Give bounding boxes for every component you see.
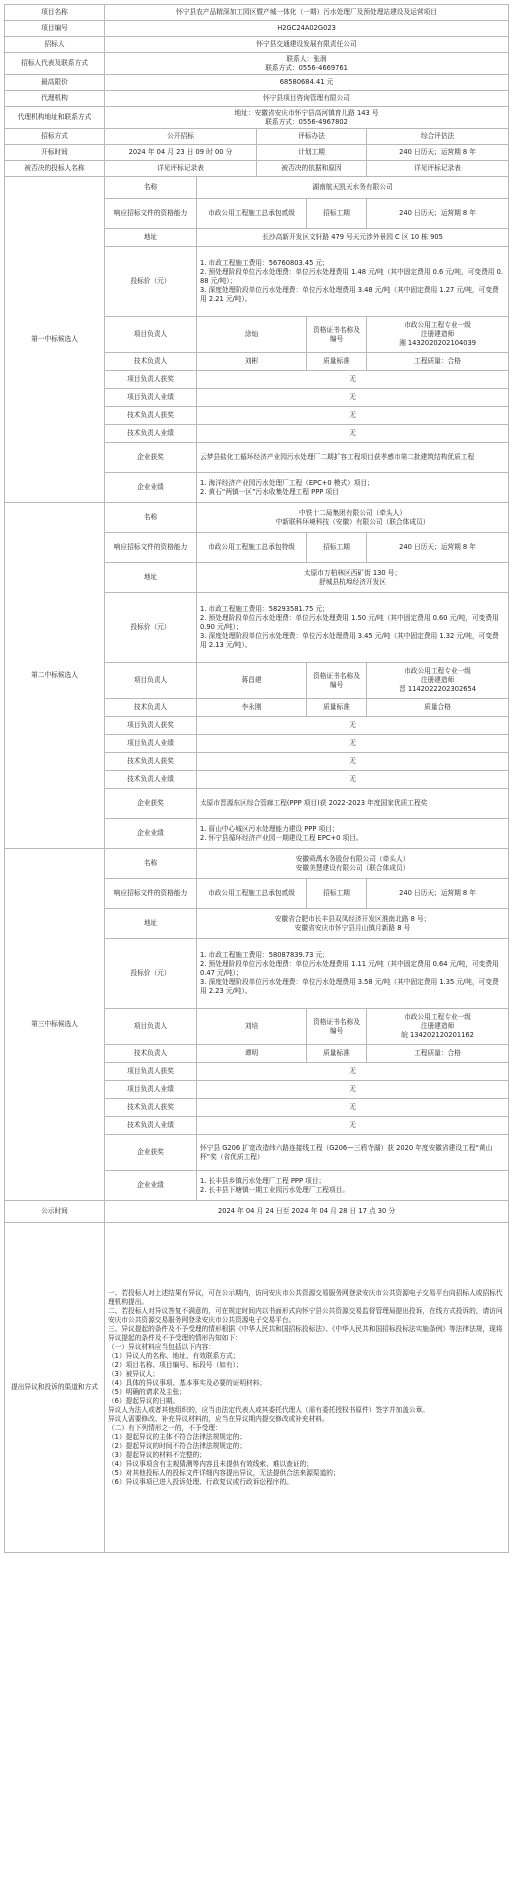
bid-result-table xyxy=(4,4,509,1553)
cert-line: 注册建造师 xyxy=(420,676,455,684)
candidate-label: 第一中标候选人 xyxy=(5,177,105,503)
bid-price-line: 2. 预处理阶段单位污水处理费：单位污水处理费用 1.48 元/吨（其中固定费用 0.6 元/吨，可变费用 0.88 元/吨）； xyxy=(200,268,503,285)
objection-line: 一、若投标人对上述结果有异议，可在公示期内，访问安庆市公共资源交易服务网登录安庆市公共资源电子交易平台向招标人或招标代理机构提出。 xyxy=(108,1288,503,1306)
pm-performance-label: 项目负责人业绩 xyxy=(105,735,197,753)
tech-awards: 无 xyxy=(197,407,509,425)
address-line: 舒城县杭埠经济开发区 xyxy=(319,577,386,586)
candidate-period: 240 日历天；运营期 8 年 xyxy=(367,533,509,563)
company-performance-label: 企业业绩 xyxy=(105,1171,197,1201)
candidate-name-line: 安徽美慧建设有限公司（联合体成员） xyxy=(295,863,410,872)
bid-price-line: 1. 市政工程施工费用：58293581.75 元； xyxy=(200,605,329,613)
pm-label: 项目负责人 xyxy=(105,1009,197,1045)
max-price-label: 最高限价 xyxy=(5,75,105,91)
address xyxy=(197,563,509,593)
pm-awards: 无 xyxy=(197,717,509,735)
agency: 怀宁县项目咨询管理有限公司 xyxy=(105,91,509,107)
tech-label: 技术负责人 xyxy=(105,353,197,371)
tech-awards-label: 技术负责人获奖 xyxy=(105,753,197,771)
company-awards-label: 企业获奖 xyxy=(105,1135,197,1171)
cert xyxy=(367,1009,509,1045)
company-awards-label: 企业获奖 xyxy=(105,443,197,473)
bid-price-line: 3. 深度处理阶段单位污水处理费：单位污水处理费用 3.48 元/吨（其中固定费用 1.27 元/吨，可变费用 2.21 元/吨）。 xyxy=(200,286,499,303)
project-name-label: 项目名称 xyxy=(5,5,105,21)
cert-label: 资格证书名称及编号 xyxy=(307,663,367,699)
bid-price-line: 3. 深度处理阶段单位污水处理费：单位污水处理费用 3.58 元/吨（其中固定费用 1.35 元/吨，可变费用 2.23 元/吨）。 xyxy=(200,978,499,995)
method-label: 招标方式 xyxy=(5,129,105,145)
project-code: H2GC24A02G023 xyxy=(105,21,509,37)
cert-label: 资格证书名称及编号 xyxy=(307,317,367,353)
objection-line: （6）提起异议的日期。 xyxy=(108,1396,180,1405)
bid-price-line: 1. 市政工程施工费用：56760803.45 元； xyxy=(200,259,329,267)
publicity-label: 公示时间 xyxy=(5,1201,105,1223)
project-code-label: 项目编号 xyxy=(5,21,105,37)
company-performance xyxy=(197,819,509,849)
company-awards-line: 云梦县盐化工循环经济产业园污水处理厂二期扩容工程项目获孝感市第二批建筑结构优质工程 xyxy=(200,453,475,461)
bid-price-line: 2. 预处理阶段单位污水处理费：单位污水处理费用 1.50 元/吨（其中固定费用 0.60 元/吨，可变费用 0.90 元/吨）； xyxy=(200,614,499,631)
cert-line: 注册建造师 xyxy=(420,330,455,338)
pm-awards: 无 xyxy=(197,371,509,389)
company-performance-line: 2. 长丰县下塘镇一期工业园污水处理厂工程项目。 xyxy=(200,1185,349,1194)
address-label: 地址 xyxy=(105,229,197,247)
address-line: 安徽省安庆市怀宁县月山镇月新路 8 号 xyxy=(294,923,411,932)
candidate-name-line: 湖南航天凯天水务有限公司 xyxy=(312,183,393,191)
objection-line: 三、异议提起的条件及不予受理的情形根据《中华人民共和国招标投标法》、《中华人民共和国招标投标法实施条例》等法律法规，现将异议提起的条件及不予受理的情形告知如下： xyxy=(108,1324,503,1342)
agency-phone: 联系方式：0556-4967802 xyxy=(265,117,348,126)
tech-performance-label: 技术负责人业绩 xyxy=(105,771,197,789)
pm: 刘培 xyxy=(197,1009,307,1045)
company-awards xyxy=(197,789,509,819)
eval-method: 综合评估法 xyxy=(367,129,509,145)
rejected-label: 被否决的投标人名称 xyxy=(5,161,105,177)
candidate-name xyxy=(197,177,509,199)
objection-line: 异议人需要修改、补充异议材料的，应当在异议期内提交修改或补充材料。 xyxy=(108,1414,329,1423)
quality-label: 质量标准 xyxy=(307,353,367,371)
tenderer-contact-person: 联系人：张润 xyxy=(286,54,327,63)
objection-line: （二）有下列情形之一的，不予受理： xyxy=(108,1423,222,1432)
tech-performance: 无 xyxy=(197,1117,509,1135)
address-label: 地址 xyxy=(105,909,197,939)
tenderer: 怀宁县交通建设发展有限责任公司 xyxy=(105,37,509,53)
tech: 谭明 xyxy=(197,1045,307,1063)
bid-price xyxy=(197,247,509,317)
company-performance-line: 2. 黄石“两镇一区”污水收集处理工程 PPP 项目 xyxy=(200,487,339,496)
objection-line: 二、若投标人对异议答复不满意的，可在规定时间内以书面形式向怀宁县公共资源交易监督管理局提出投诉，在线方式投诉的，请访问安庆市公共资源交易服务网登录安庆市公共资源电子交易平台。 xyxy=(108,1306,503,1324)
objection-label: 提出异议和投诉的渠道和方式 xyxy=(5,1223,105,1553)
candidate-period: 240 日历天；运营期 8 年 xyxy=(367,879,509,909)
candidate-name-line: 安徽舜禹水务股份有限公司（牵头人） xyxy=(295,854,410,863)
cert-line: 皖 134202120201162 xyxy=(401,1031,474,1039)
name-label: 名称 xyxy=(105,503,197,533)
company-performance-label: 企业业绩 xyxy=(105,819,197,849)
qualification-label: 响应招标文件的资格能力 xyxy=(105,533,197,563)
objection-line: （3）提起异议的材料不完整的； xyxy=(108,1450,206,1459)
method: 公开招标 xyxy=(105,129,257,145)
tenderer-label: 招标人 xyxy=(5,37,105,53)
company-performance xyxy=(197,473,509,503)
pm-performance: 无 xyxy=(197,389,509,407)
objection-text xyxy=(105,1223,509,1553)
name-label: 名称 xyxy=(105,849,197,879)
tech-performance: 无 xyxy=(197,425,509,443)
objection-line: 异议人为法人或者其他组织的，应当由法定代表人或其委托代理人（需有委托授权书原件）签字并加盖公章。 xyxy=(108,1405,429,1414)
company-awards xyxy=(197,1135,509,1171)
bid-price-line: 3. 深度处理阶段单位污水处理费：单位污水处理费用 3.45 元/吨（其中固定费用 1.32 元/吨，可变费用 2.13 元/吨）。 xyxy=(200,632,499,649)
address xyxy=(197,229,509,247)
cert-line: 注册建造师 xyxy=(420,1022,455,1030)
company-performance-line: 1. 海洋经济产业园污水处理厂工程（EPC+0 模式）项目； xyxy=(200,478,374,487)
quality-label: 质量标准 xyxy=(307,699,367,717)
bid-price-label: 投标价（元） xyxy=(105,593,197,663)
pm-performance-label: 项目负责人业绩 xyxy=(105,389,197,407)
pm-awards-label: 项目负责人获奖 xyxy=(105,371,197,389)
pm-awards-label: 项目负责人获奖 xyxy=(105,1063,197,1081)
cert xyxy=(367,663,509,699)
address-label: 地址 xyxy=(105,563,197,593)
candidate-name xyxy=(197,503,509,533)
quality-label: 质量标准 xyxy=(307,1045,367,1063)
qualification: 市政公用工程施工总承包特级 xyxy=(197,533,307,563)
quality: 工程质量：合格 xyxy=(367,353,509,371)
open-time: 2024 年 04 月 23 日 09 时 00 分 xyxy=(105,145,257,161)
address-line: 安徽省合肥市长丰县双凤经济开发区淮南北路 8 号； xyxy=(274,914,431,923)
pm-label: 项目负责人 xyxy=(105,663,197,699)
agency-address: 地址：安徽省安庆市怀宁县高河镇育儿路 143 号 xyxy=(234,108,379,117)
objection-line: （5）明确的请求及主张； xyxy=(108,1387,186,1396)
candidate-name-line: 中铁十二局集团有限公司（牵头人） xyxy=(299,508,407,517)
publicity-time: 2024 年 04 月 24 日至 2024 年 04 月 28 日 17 点 30 分 xyxy=(105,1201,509,1223)
company-performance xyxy=(197,1171,509,1201)
objection-line: （3）被异议人； xyxy=(108,1369,160,1378)
cert-label: 资格证书名称及编号 xyxy=(307,1009,367,1045)
qualification-label: 响应招标文件的资格能力 xyxy=(105,879,197,909)
cert-line: 湘 1432020202104039 xyxy=(399,339,476,347)
objection-line: （2）项目名称、项目编号、标段号（如有）； xyxy=(108,1360,243,1369)
bid-price-line: 2. 预处理阶段单位污水处理费：单位污水处理费用 1.11 元/吨（其中固定费用 0.64 元/吨，可变费用 0.47 元/吨）； xyxy=(200,960,499,977)
company-performance-line: 2. 怀宁县循环经济产业园一期建设工程 EPC+0 项目。 xyxy=(200,833,363,842)
tenderer-contact-label: 招标人代表及联系方式 xyxy=(5,53,105,75)
cert-line: 晋 1142022202302654 xyxy=(399,685,476,693)
bid-price-label: 投标价（元） xyxy=(105,247,197,317)
tech-performance: 无 xyxy=(197,771,509,789)
max-price: 68580684.41 元 xyxy=(105,75,509,91)
rejected: 详见评标记录表 xyxy=(105,161,257,177)
company-performance-label: 企业业绩 xyxy=(105,473,197,503)
bid-price-line: 1. 市政工程施工费用：58087839.73 元； xyxy=(200,951,329,959)
company-awards-line: 太原市晋源东区综合管廊工程(PPP 项目)获 2022-2023 年度国家优质工程奖 xyxy=(200,799,428,807)
candidate-period: 240 日历天；运营期 8 年 xyxy=(367,199,509,229)
tech: 李永刚 xyxy=(197,699,307,717)
candidate-name xyxy=(197,849,509,879)
open-time-label: 开标时间 xyxy=(5,145,105,161)
tenderer-contact xyxy=(105,53,509,75)
tech-performance-label: 技术负责人业绩 xyxy=(105,1117,197,1135)
pm: 涂灿 xyxy=(197,317,307,353)
tech: 刘彬 xyxy=(197,353,307,371)
tenderer-contact-phone: 联系方式：0556-4669761 xyxy=(265,63,348,72)
tech-performance-label: 技术负责人业绩 xyxy=(105,425,197,443)
candidates-section xyxy=(5,177,509,1201)
bid-price xyxy=(197,939,509,1009)
objection-line: （1）异议人的名称、地址、有效联系方式； xyxy=(108,1351,240,1360)
company-performance-line: 1. 长丰县乡镇污水处理厂工程 PPP 项目； xyxy=(200,1176,326,1185)
objection-line: （2）提起异议的时间不符合法律法规规定的； xyxy=(108,1441,247,1450)
cert xyxy=(367,317,509,353)
qualification: 市政公用工程施工总承包贰级 xyxy=(197,199,307,229)
pm: 蒋昌建 xyxy=(197,663,307,699)
reject-reason-label: 被否决的依据和原因 xyxy=(257,161,367,177)
pm-awards: 无 xyxy=(197,1063,509,1081)
objection-line: （6）异议事项已进入投诉处理、行政复议或行政诉讼程序的。 xyxy=(108,1477,293,1486)
candidate-label: 第二中标候选人 xyxy=(5,503,105,849)
agency-contact-label: 代理机构地址和联系方式 xyxy=(5,107,105,129)
company-awards-line: 怀宁县 G206 扩宽改造纬六路连接线工程（G206—三鸦寺湖）获 2020 年度安徽省建设工程“黄山杯”奖（省优质工程） xyxy=(200,1143,493,1161)
objection-line: （一）异议材料应当包括以下内容： xyxy=(108,1342,215,1351)
quality: 工程质量：合格 xyxy=(367,1045,509,1063)
agency-contact xyxy=(105,107,509,129)
pm-label: 项目负责人 xyxy=(105,317,197,353)
name-label: 名称 xyxy=(105,177,197,199)
project-name: 怀宁县农产品精深加工园区暨产城一体化（一期）污水处理厂及预处理站建设及运营项目 xyxy=(105,5,509,21)
pm-performance: 无 xyxy=(197,1081,509,1099)
period: 240 日历天；运营期 8 年 xyxy=(367,145,509,161)
period-label: 计划工期 xyxy=(257,145,367,161)
tech-label: 技术负责人 xyxy=(105,699,197,717)
quality: 质量合格 xyxy=(367,699,509,717)
bid-price-label: 投标价（元） xyxy=(105,939,197,1009)
candidate-period-label: 招标工期 xyxy=(307,199,367,229)
tech-awards: 无 xyxy=(197,753,509,771)
objection-line: （4）具体的异议事项、基本事实及必要的证明材料； xyxy=(108,1378,267,1387)
candidate-name-line: 中新联科环境科技（安徽）有限公司（联合体成员） xyxy=(275,517,430,526)
company-awards-label: 企业获奖 xyxy=(105,789,197,819)
qualification: 市政公用工程施工总承包贰级 xyxy=(197,879,307,909)
address-line: 太原市万柏林区西矿街 130 号； xyxy=(303,568,402,577)
reject-reason: 详见评标记录表 xyxy=(367,161,509,177)
tech-label: 技术负责人 xyxy=(105,1045,197,1063)
candidate-period-label: 招标工期 xyxy=(307,879,367,909)
tech-awards: 无 xyxy=(197,1099,509,1117)
company-awards xyxy=(197,443,509,473)
candidate-label: 第三中标候选人 xyxy=(5,849,105,1201)
company-performance-line: 1. 眉山中心城区污水处理能力建设 PPP 项目； xyxy=(200,824,339,833)
cert-line: 市政公用工程专业一级 xyxy=(404,667,471,675)
pm-awards-label: 项目负责人获奖 xyxy=(105,717,197,735)
cert-line: 市政公用工程专业一级 xyxy=(404,321,471,329)
pm-performance: 无 xyxy=(197,735,509,753)
bid-price xyxy=(197,593,509,663)
candidate-period-label: 招标工期 xyxy=(307,533,367,563)
objection-line: （5）对其他投标人的投标文件详细内容提出异议，无法提供合法来源渠道的； xyxy=(108,1468,340,1477)
address xyxy=(197,909,509,939)
pm-performance-label: 项目负责人业绩 xyxy=(105,1081,197,1099)
objection-line: （1）提起异议的主体不符合法律法规规定的； xyxy=(108,1432,247,1441)
objection-line: （4）异议事项含有主观猜测等内容且未提供有效线索、难以查证的； xyxy=(108,1459,313,1468)
cert-line: 市政公用工程专业一级 xyxy=(404,1013,471,1021)
agency-label: 代理机构 xyxy=(5,91,105,107)
qualification-label: 响应招标文件的资格能力 xyxy=(105,199,197,229)
address-line: 长沙高新开发区文轩路 479 号天元涉外景园 C 区 10 栋 905 xyxy=(262,233,443,241)
eval-method-label: 评标办法 xyxy=(257,129,367,145)
tech-awards-label: 技术负责人获奖 xyxy=(105,1099,197,1117)
tech-awards-label: 技术负责人获奖 xyxy=(105,407,197,425)
